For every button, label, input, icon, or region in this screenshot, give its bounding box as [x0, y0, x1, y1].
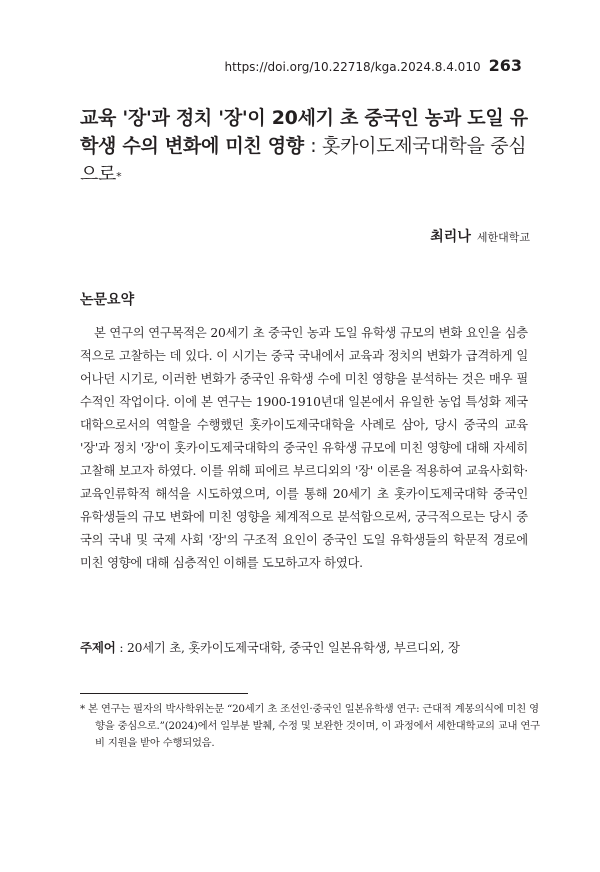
title-main: 교육 '장'과 정치 '장'이 20세기 초 중국인 농과 도일 유학생 수의 변화에 미친 영향	[80, 107, 528, 157]
keywords-label: 주제어	[80, 640, 116, 655]
author-affiliation: 세한대학교	[476, 231, 530, 244]
doi-link[interactable]: https://doi.org/10.22718/kga.2024.8.4.010	[224, 60, 481, 74]
author-line	[430, 226, 530, 246]
abstract-heading: 논문요약	[80, 292, 135, 308]
page-number: 263	[488, 56, 522, 75]
footnote: * 본 연구는 필자의 박사학위논문 “20세기 초 조선인·중국인 일본유학생 연구: 근대적 계몽의식에 미친 영향을 중심으로.”(2024)에서 일부분 발췌, 수정 및 보완한 것이며, 이 과정에서 세한대학교의 교내 연구비 지원을 받아 수행되었음.	[80, 703, 540, 749]
abstract-body: 본 연구의 연구목적은 20세기 초 중국인 농과 도일 유학생 규모의 변화 요인을 심층적으로 고찰하는 데 있다. 이 시기는 중국 국내에서 교육과 정치의 변화가 급격하게 일어나던 시기로, 이러한 변화가 중국인 유학생 수에 미친 영향을 분석하는 것은 매우 필수적인 작업이다. 이에 본 연구는 1900-1910년대 일본에서 유일한 농업 특성화 제국대학으로서의 역할을 수행했던 홋카이도제국대학을 사례로 삼아, 당시 중국의 교육 '장'과 정치 '장'이 홋카이도제국대학의 중국인 유학생 규모에 미친 영향에 대해 자세히 고찰해 보고자 하였다. 이를 위해 피에르 부르디외의 '장' 이론을 적용하여 교육사회학·교육인류학적 해석을 시도하였으며, 이를 통해 20세기 초 홋카이도제국대학 중국인 유학생들의 규모 변화에 미친 영향을 체계적으로 분석함으로써, 궁극적으로는 당시 중국의 국내 및 국제 사회 '장'의 구조적 요인이 중국인 도일 유학생들의 학문적 경로에 미친 영향에 대해 심층적인 이해를 도모하고자 하였다.	[80, 326, 528, 570]
article-title	[80, 104, 540, 191]
keywords-text: : 20세기 초, 홋카이도제국대학, 중국인 일본유학생, 부르디외, 장	[119, 641, 460, 655]
title-subtitle: : 홋카이도제국대학을 중심으로	[80, 135, 527, 185]
footnote-divider	[80, 693, 248, 694]
keywords-line	[80, 638, 530, 658]
running-header	[225, 56, 522, 75]
title-footnote-mark[interactable]: *	[116, 170, 122, 183]
author-name: 최리나	[430, 229, 471, 245]
